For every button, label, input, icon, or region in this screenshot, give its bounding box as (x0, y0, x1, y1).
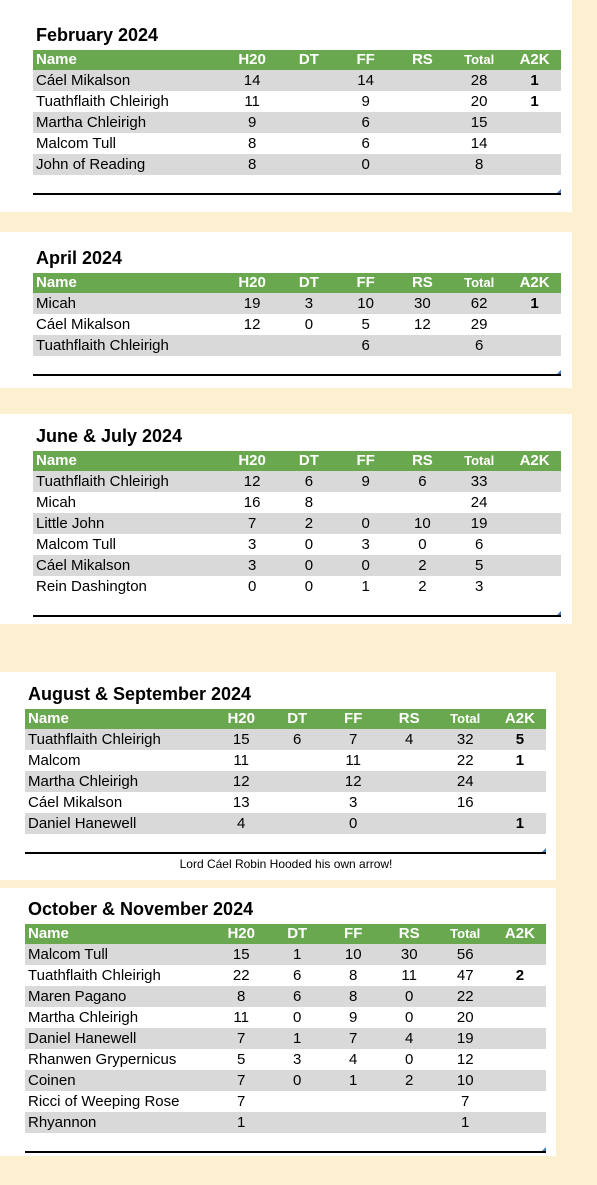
cell-a2k (508, 133, 561, 154)
cell-dt: 2 (304, 515, 314, 532)
column-header-h20: H20 (227, 925, 255, 942)
column-header-total: Total (464, 52, 495, 67)
column-header-ff: FF (344, 925, 363, 942)
section-august-september-2024 (25, 679, 546, 854)
cell-dt: 6 (293, 731, 302, 748)
cell-dt: 0 (304, 536, 314, 553)
cell-name: Maren Pagano (28, 988, 127, 1005)
cell-rs (395, 154, 450, 175)
cell-dt: 6 (293, 967, 302, 984)
cell-h20: 22 (232, 967, 250, 984)
cell-h20: 7 (237, 1072, 246, 1089)
cell-h20: 16 (243, 494, 261, 511)
column-header-ff: FF (356, 51, 375, 68)
cell-a2k (494, 1049, 546, 1070)
cell-a2k (494, 944, 546, 965)
table-row (25, 771, 546, 792)
table-footer-border (33, 356, 561, 376)
cell-ff: 3 (361, 536, 370, 553)
cell-total (437, 813, 494, 834)
cell-total: 19 (470, 515, 488, 532)
column-header-total: Total (464, 275, 495, 290)
table-footer-border (33, 597, 561, 617)
cell-ff: 9 (361, 93, 370, 110)
column-header-rs: RS (398, 925, 420, 942)
cell-h20: 11 (233, 752, 249, 769)
cell-dt (281, 154, 336, 175)
cell-h20: 12 (243, 473, 261, 490)
cell-dt: 8 (304, 494, 314, 511)
cell-ff: 7 (349, 1030, 358, 1047)
cell-a2k: 1 (515, 815, 525, 832)
column-header-dt: DT (287, 925, 308, 942)
cell-dt (281, 335, 336, 356)
cell-ff: 8 (349, 967, 358, 984)
cell-h20: 12 (232, 773, 250, 790)
column-header-total: Total (450, 926, 481, 941)
cell-ff: 11 (345, 752, 361, 769)
cell-ff: 9 (361, 473, 370, 490)
cell-rs (382, 792, 437, 813)
cell-a2k (494, 1091, 546, 1112)
cell-ff: 6 (361, 135, 370, 152)
cell-name: Rein Dashington (36, 578, 147, 595)
table-row (25, 750, 546, 771)
cell-dt: 0 (304, 316, 314, 333)
column-header-ff: FF (356, 452, 375, 469)
cell-ff: 0 (361, 557, 370, 574)
cell-a2k: 1 (530, 72, 539, 89)
table-row (25, 1070, 546, 1091)
table-row (25, 965, 546, 986)
cell-rs: 4 (405, 1030, 414, 1047)
cell-total: 14 (470, 135, 488, 152)
cell-a2k: 1 (515, 752, 525, 769)
cell-h20: 7 (237, 1030, 246, 1047)
cell-rs (395, 133, 450, 154)
cell-rs: 0 (405, 1009, 414, 1026)
cell-name: Coinen (28, 1072, 76, 1089)
cell-h20: 3 (247, 536, 257, 553)
cell-dt: 6 (293, 988, 302, 1005)
column-header-a2k: A2K (504, 925, 535, 942)
cell-name: Martha Chleirigh (36, 114, 147, 131)
cell-total: 28 (470, 72, 488, 89)
header-row (33, 451, 561, 471)
cell-h20: 7 (247, 515, 257, 532)
cell-dt: 1 (293, 1030, 302, 1047)
cell-total: 12 (456, 1051, 474, 1068)
cell-dt (281, 91, 336, 112)
table-row (25, 1091, 546, 1112)
cell-total: 20 (470, 93, 488, 110)
cell-ff: 10 (344, 946, 362, 963)
cell-ff: 12 (344, 773, 362, 790)
cell-ff: 0 (361, 515, 370, 532)
cell-a2k (494, 1028, 546, 1049)
cell-a2k (508, 335, 561, 356)
cell-ff: 9 (349, 1009, 358, 1026)
cell-total: 56 (456, 946, 474, 963)
cell-name: Tuathflaith Chleirigh (36, 473, 169, 490)
section-title: October & November 2024 (28, 899, 254, 919)
cell-h20: 14 (243, 72, 261, 89)
cell-total: 24 (470, 494, 488, 511)
cell-total: 62 (470, 295, 488, 312)
cell-dt (281, 133, 336, 154)
cell-dt (270, 792, 325, 813)
cell-total: 20 (456, 1009, 474, 1026)
column-header-a2k: A2K (504, 710, 535, 727)
table-row (25, 1112, 546, 1133)
cell-a2k (508, 513, 561, 534)
cell-name: Malcom Tull (28, 946, 109, 963)
cell-a2k (494, 1007, 546, 1028)
cell-dt (281, 112, 336, 133)
cell-total: 22 (456, 752, 474, 769)
cell-name: Cáel Mikalson (36, 72, 131, 89)
cell-dt (270, 750, 325, 771)
table-row (33, 314, 561, 335)
cell-name: Micah (36, 295, 77, 312)
cell-rs (395, 112, 450, 133)
cell-rs: 11 (401, 967, 417, 984)
header-row (33, 50, 561, 70)
section-april-2024 (33, 243, 561, 376)
column-header-rs: RS (411, 452, 433, 469)
cell-rs: 30 (400, 946, 418, 963)
cell-name: Daniel Hanewell (28, 815, 137, 832)
cell-h20: 9 (247, 114, 257, 131)
table-row (33, 112, 561, 133)
cell-total: 6 (474, 337, 484, 354)
cell-name: Ricci of Weeping Rose (28, 1093, 180, 1110)
cell-rs: 12 (414, 316, 431, 333)
column-header-a2k: A2K (519, 274, 550, 291)
cell-rs: 2 (418, 578, 427, 595)
cell-rs: 4 (405, 731, 414, 748)
column-header-name: Name (36, 274, 77, 291)
cell-h20: 3 (247, 557, 257, 574)
cell-a2k (494, 771, 546, 792)
score-table (25, 924, 546, 1133)
cell-ff: 7 (349, 731, 358, 748)
table-row (33, 534, 561, 555)
cell-ff: 6 (361, 337, 370, 354)
cell-a2k (508, 154, 561, 175)
cell-h20: 4 (237, 815, 246, 832)
cell-rs: 0 (405, 988, 414, 1005)
cell-rs: 10 (414, 515, 431, 532)
cell-ff (337, 492, 395, 513)
cell-h20: 19 (243, 295, 261, 312)
cell-name: Little John (36, 515, 105, 532)
cell-total: 7 (461, 1093, 470, 1110)
column-header-total: Total (464, 453, 495, 468)
cell-name: Rhyannon (28, 1114, 97, 1131)
cell-dt (281, 70, 336, 91)
cell-total: 19 (456, 1030, 474, 1047)
cell-ff: 6 (361, 114, 370, 131)
cell-a2k (508, 534, 561, 555)
cell-total: 15 (470, 114, 488, 131)
column-header-dt: DT (298, 274, 319, 291)
cell-ff: 1 (361, 578, 370, 595)
cell-name: Martha Chleirigh (28, 1009, 139, 1026)
score-table (33, 451, 561, 597)
cell-h20: 13 (232, 794, 250, 811)
cell-a2k (508, 576, 561, 597)
cell-name: Micah (36, 494, 77, 511)
cell-dt: 1 (293, 946, 302, 963)
column-header-a2k: A2K (519, 51, 550, 68)
cell-ff: 4 (349, 1051, 358, 1068)
section-title: February 2024 (36, 25, 159, 45)
column-header-dt: DT (287, 710, 308, 727)
cell-ff: 14 (357, 72, 374, 89)
table-footer-border (25, 834, 546, 854)
cell-ff: 0 (349, 815, 358, 832)
column-header-name: Name (36, 452, 77, 469)
cell-ff (325, 1112, 382, 1133)
column-header-ff: FF (356, 274, 375, 291)
cell-dt (270, 771, 325, 792)
cell-name: Tuathflaith Chleirigh (28, 967, 161, 984)
cell-h20: 12 (243, 316, 261, 333)
cell-a2k: 1 (530, 93, 539, 110)
cell-dt: 3 (304, 295, 314, 312)
cell-total: 1 (461, 1114, 470, 1131)
table-row (33, 335, 561, 356)
cell-ff: 8 (349, 988, 358, 1005)
cell-name: Daniel Hanewell (28, 1030, 137, 1047)
cell-h20: 7 (237, 1093, 246, 1110)
section-title: April 2024 (36, 248, 123, 268)
table-row (33, 293, 561, 314)
column-header-rs: RS (411, 51, 433, 68)
cell-a2k (508, 314, 561, 335)
cell-dt: 3 (293, 1051, 302, 1068)
cell-total: 29 (470, 316, 488, 333)
cell-a2k (494, 1070, 546, 1091)
table-row (25, 986, 546, 1007)
table-row (33, 492, 561, 513)
cell-total: 32 (456, 731, 474, 748)
cell-a2k (494, 986, 546, 1007)
section-title: August & September 2024 (28, 684, 252, 704)
column-header-ff: FF (344, 710, 363, 727)
cell-ff (325, 1091, 382, 1112)
cell-rs (382, 1091, 437, 1112)
score-table (33, 50, 561, 175)
cell-name: Malcom Tull (36, 536, 117, 553)
cell-rs: 6 (418, 473, 427, 490)
cell-h20: 11 (233, 1009, 249, 1026)
cell-total: 5 (474, 557, 484, 574)
table-row (25, 813, 546, 834)
cell-h20: 11 (244, 93, 260, 110)
cell-rs: 0 (405, 1051, 414, 1068)
column-header-rs: RS (398, 710, 420, 727)
cell-total: 24 (456, 773, 474, 790)
section-october-november-2024 (25, 894, 546, 1153)
column-header-a2k: A2K (519, 452, 550, 469)
column-header-name: Name (28, 710, 69, 727)
cell-name: Malcom (28, 752, 81, 769)
column-header-h20: H20 (238, 274, 266, 291)
cell-h20: 15 (232, 731, 250, 748)
cell-a2k: 2 (515, 967, 525, 984)
table-row (25, 944, 546, 965)
cell-ff: 1 (349, 1072, 358, 1089)
column-header-total: Total (450, 711, 481, 726)
header-row (25, 709, 546, 729)
cell-h20: 5 (237, 1051, 246, 1068)
cell-total: 6 (474, 536, 484, 553)
cell-a2k (508, 112, 561, 133)
header-row (33, 273, 561, 293)
cell-name: Tuathflaith Chleirigh (36, 93, 169, 110)
cell-h20 (223, 335, 281, 356)
cell-name: Cáel Mikalson (36, 316, 131, 333)
cell-a2k (494, 792, 546, 813)
cell-name: Martha Chleirigh (28, 773, 139, 790)
footnote: Lord Cáel Robin Hooded his own arrow! (179, 857, 393, 871)
table-footer-border (33, 175, 561, 195)
cell-name: John of Reading (36, 156, 146, 173)
cell-name: Cáel Mikalson (28, 794, 123, 811)
cell-rs (382, 750, 437, 771)
cell-rs: 2 (405, 1072, 414, 1089)
column-header-h20: H20 (238, 51, 266, 68)
cell-rs (395, 335, 450, 356)
cell-dt: 0 (293, 1009, 302, 1026)
cell-ff: 10 (357, 295, 374, 312)
cell-dt: 0 (304, 578, 314, 595)
cell-rs (395, 70, 450, 91)
section-june-july-2024 (33, 421, 561, 617)
cell-total: 47 (456, 967, 474, 984)
cell-rs: 30 (414, 295, 431, 312)
table-row (33, 555, 561, 576)
cell-ff: 5 (361, 316, 370, 333)
cell-rs: 2 (418, 557, 427, 574)
cell-a2k (508, 492, 561, 513)
cell-h20: 1 (237, 1114, 246, 1131)
cell-dt: 6 (304, 473, 314, 490)
column-header-rs: RS (411, 274, 433, 291)
table-row (33, 70, 561, 91)
cell-rs (395, 91, 450, 112)
cell-rs: 0 (418, 536, 427, 553)
table-row (25, 1007, 546, 1028)
cell-a2k (494, 1112, 546, 1133)
cell-rs (382, 1112, 437, 1133)
cell-ff: 3 (349, 794, 358, 811)
cell-name: Tuathflaith Chleirigh (28, 731, 161, 748)
cell-h20: 8 (237, 988, 246, 1005)
cell-total: 8 (474, 156, 484, 173)
cell-total: 10 (456, 1072, 474, 1089)
table-row (33, 471, 561, 492)
table-row (33, 576, 561, 597)
cell-name: Rhanwen Grypernicus (28, 1051, 177, 1068)
cell-name: Cáel Mikalson (36, 557, 131, 574)
column-header-name: Name (28, 925, 69, 942)
table-row (25, 1049, 546, 1070)
table-row (25, 1028, 546, 1049)
cell-total: 22 (456, 988, 474, 1005)
section-february-2024 (33, 20, 561, 195)
cell-a2k: 1 (530, 295, 539, 312)
cell-rs (382, 771, 437, 792)
cell-total: 3 (474, 578, 484, 595)
section-title: June & July 2024 (36, 426, 183, 446)
cell-h20: 8 (247, 156, 257, 173)
table-row (25, 792, 546, 813)
table-footer-border (25, 1133, 546, 1153)
cell-a2k (508, 471, 561, 492)
header-row (25, 924, 546, 944)
score-table (33, 273, 561, 356)
score-table (25, 709, 546, 834)
cell-total: 16 (456, 794, 474, 811)
column-header-dt: DT (298, 452, 319, 469)
table-row (33, 91, 561, 112)
cell-h20: 15 (232, 946, 250, 963)
column-header-dt: DT (298, 51, 319, 68)
cell-rs (382, 813, 437, 834)
cell-h20: 8 (247, 135, 257, 152)
table-row (33, 513, 561, 534)
cell-dt (270, 813, 325, 834)
column-header-h20: H20 (238, 452, 266, 469)
table-row (33, 154, 561, 175)
cell-h20: 0 (247, 578, 257, 595)
cell-a2k: 5 (515, 731, 525, 748)
table-row (25, 729, 546, 750)
cell-name: Tuathflaith Chleirigh (36, 337, 169, 354)
cell-total: 33 (470, 473, 488, 490)
cell-dt (270, 1112, 325, 1133)
cell-dt: 0 (293, 1072, 302, 1089)
cell-rs (395, 492, 450, 513)
cell-name: Malcom Tull (36, 135, 117, 152)
column-header-h20: H20 (227, 710, 255, 727)
cell-ff: 0 (361, 156, 370, 173)
table-row (33, 133, 561, 154)
cell-dt: 0 (304, 557, 314, 574)
column-header-name: Name (36, 51, 77, 68)
cell-dt (270, 1091, 325, 1112)
cell-a2k (508, 555, 561, 576)
